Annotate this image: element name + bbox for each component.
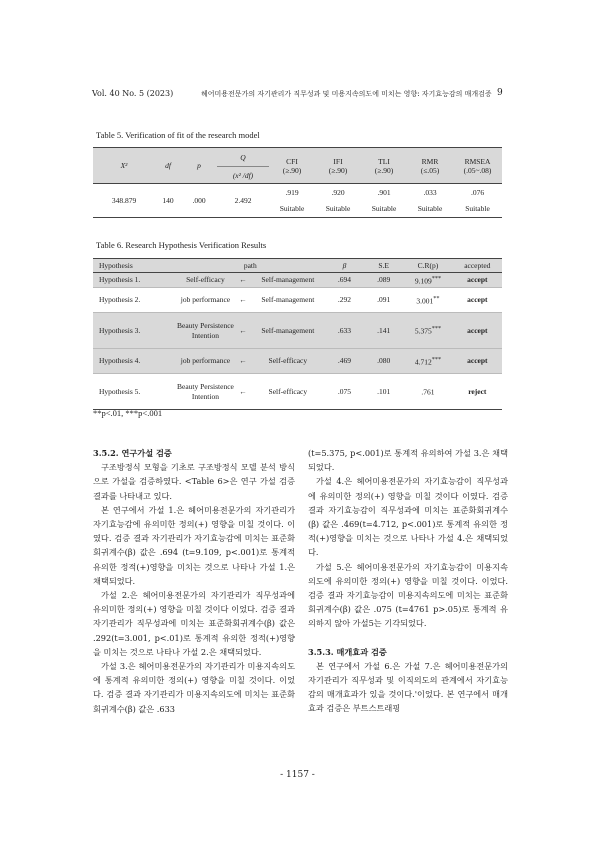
paragraph: 가설 3.은 헤어미용전문가의 자기관리가 미용지속의도에 통계적 유의미한 정의(+) 영향을 미칠 것이다. 이었다. 검증 결과 자기관리가 미용지속의도에 미치는 표준화회귀계수(β) 값은 .633 — [93, 661, 295, 714]
table5-header-rmsea: RMSEA (.05~.08) — [453, 148, 502, 184]
table6-cell-cr: 5.375*** — [403, 313, 452, 349]
table6-cell-to: Self-management — [251, 273, 325, 288]
table6-cell-accepted: accept — [453, 349, 502, 374]
running-header-volume: Vol. 40 No. 5 (2023) — [92, 89, 174, 98]
table6-header-beta: β — [325, 259, 364, 273]
section-heading-3-5-3: 3.5.3. 매개효과 검증 — [308, 646, 387, 657]
table6-cell-cr: 3.001** — [403, 288, 452, 313]
table-row — [93, 288, 502, 313]
table-row — [93, 374, 502, 410]
table6-cell-se: .080 — [364, 349, 403, 374]
paragraph: (t=5.375, p<.001)로 통계적 유의하여 가설 3.은 채택되었다. — [308, 448, 508, 473]
table5-cell-df: 140 — [155, 184, 181, 218]
table5-cell-tli-suitable: Suitable — [361, 200, 407, 218]
table5-cell-cfi: .919 — [269, 184, 315, 201]
table5-header-ifi: IFI (≥.90) — [315, 148, 361, 184]
table6-cell-beta: .075 — [325, 374, 364, 410]
table6-cell-accepted: accept — [453, 273, 502, 288]
table6-cell-se: .141 — [364, 313, 403, 349]
table6-footnote: **p<.01, ***p<.001 — [93, 408, 163, 418]
table5-cell-q: 2.492 — [217, 184, 269, 218]
table6-cell-hypothesis: Hypothesis 5. — [93, 374, 176, 410]
paragraph: 본 연구에서 가설 1.은 헤어미용전문가의 자기관리가 자기효능감에 유의미한 정의(+) 영향을 미칠 것이다. 이였다. 검증 결과 자기관리가 자기효능감에 미치는 표준화회귀계수(β) 값은 .694 (t=9.109, p<.001)로 통계적 유의한 정적(+)영향을 미치는 것으로 나타나 가설 1.은 채택되었다. — [93, 504, 295, 586]
paragraph: 가설 5.은 헤어미용전문가의 자기효능감이 미용지속의도에 유의미한 정의(+) 영향을 미칠 것이다. 이었다. 검증 결과 자기효능감이 미용지속의도에 미치는 표준화회귀계수(β) 값은 .075 (t=4761 p>.05)로 통계적 유의하지 않아 가설5는 기각되었다. — [308, 561, 508, 629]
table-row — [93, 349, 502, 374]
table-row — [93, 273, 502, 288]
table6-cell-to: Self-management — [251, 313, 325, 349]
table6-cell-from: job performance — [176, 349, 235, 374]
table6-cell-se: .091 — [364, 288, 403, 313]
table5-cell-rmr: .033 — [407, 184, 453, 201]
table5-header-cfi: CFI (≥.90) — [269, 148, 315, 184]
table5-header-df: df — [155, 148, 181, 184]
table5-cell-p: .000 — [181, 184, 217, 218]
paragraph: 가설 4.은 헤어미용전문가의 자기효능감이 직무성과에 유의미한 정의(+) 영향을 미칠 것이다 이였다. 검증 결과 자기효능감이 직무성과에 미치는 표준화회귀계수(β) 값은 .469(t=4.712, p<.001)로 통계적 유의한 정적(+)영향을 미치는 것으로 나타나 가설 4.은 채택되었다. — [308, 476, 508, 558]
table5-cell-cfi-suitable: Suitable — [269, 200, 315, 218]
table6-cell-to: Self-efficacy — [251, 349, 325, 374]
running-header-page: 9 — [497, 88, 503, 98]
table6-cell-arrow: ← — [235, 288, 251, 313]
body-column-left — [93, 446, 295, 716]
running-header-title: 헤어미용전문가의 자기관리가 직무성과 및 미용지속의도에 미치는 영향: 자기효능감의 매개검증 — [201, 90, 492, 98]
table6-cell-cr: 9.109*** — [403, 273, 452, 288]
table6-cell-beta: .292 — [325, 288, 364, 313]
table5-header-chi: X² — [93, 148, 155, 184]
table6-header-accepted: accepted — [453, 259, 502, 273]
paragraph: 가설 2.은 헤어미용전문가의 자기관리가 직무성과에 유의미한 정의(+) 영향을 미칠 것이다 이었다. 검증 결과 자기관리가 직무성과에 미치는 표준화회귀계수(β) 값은 .292(t=3.001, p<.01)로 통계적 유의한 정적(+)영향을 미치는 것으로 나타나 가설 2.은 채택되었다. — [93, 590, 295, 657]
table6-cell-arrow: ← — [235, 313, 251, 349]
table6-cell-hypothesis: Hypothesis 4. — [93, 349, 176, 374]
table6-header-path: path — [176, 259, 325, 273]
table6-cell-accepted: accept — [453, 288, 502, 313]
table6-cell-beta: .469 — [325, 349, 364, 374]
table6-cell-from: Beauty Persistence Intention — [176, 313, 235, 349]
table5-cell-chi: 348.879 — [93, 184, 155, 218]
table6-cell-to: Self-efficacy — [251, 374, 325, 410]
table6-cell-se: .089 — [364, 273, 403, 288]
table6-cell-beta: .633 — [325, 313, 364, 349]
table6-caption: Table 6. Research Hypothesis Verification Results — [96, 240, 267, 250]
table6-header-hypothesis: Hypothesis — [93, 259, 176, 273]
section-heading-3-5-2: 3.5.2. 연구가설 검증 — [93, 448, 172, 458]
table5-header-tli: TLI (≥.90) — [361, 148, 407, 184]
table5-header-q-formula: (x² /df) — [217, 167, 269, 184]
table6-cell-beta: .694 — [325, 273, 364, 288]
table6-cell-hypothesis: Hypothesis 2. — [93, 288, 176, 313]
table5-caption: Table 5. Verification of fit of the research model — [96, 130, 260, 140]
table6-cell-hypothesis: Hypothesis 1. — [93, 273, 176, 288]
table5-cell-rmsea-suitable: Suitable — [453, 200, 502, 218]
paragraph: 구조방정식 모형을 기초로 구조방정식 모델 분석 방식으로 가설을 검증하였다. <Table 6>은 연구 가설 검증 결과를 나타내고 있다. — [93, 462, 295, 501]
table6-cell-from: Beauty Persistence Intention — [176, 374, 235, 410]
table5-header-q: Q — [217, 148, 269, 167]
table6-header-cr: C.R(p) — [403, 259, 452, 273]
table6-cell-accepted: reject — [453, 374, 502, 410]
table6-cell-hypothesis: Hypothesis 3. — [93, 313, 176, 349]
table5-header-rmr: RMR (≤.05) — [407, 148, 453, 184]
table5-header-p: p — [181, 148, 217, 184]
table6-cell-arrow: ← — [235, 374, 251, 410]
table6-cell-cr: 4.712*** — [403, 349, 452, 374]
table6-cell-se: .101 — [364, 374, 403, 410]
table6-header-se: S.E — [364, 259, 403, 273]
table6-cell-from: job performance — [176, 288, 235, 313]
table5-cell-rmr-suitable: Suitable — [407, 200, 453, 218]
table6-cell-arrow: ← — [235, 273, 251, 288]
table6-cell-arrow: ← — [235, 349, 251, 374]
table6 — [93, 258, 502, 410]
table5-cell-ifi-suitable: Suitable — [315, 200, 361, 218]
body-column-right — [308, 446, 508, 716]
table6-cell-accepted: accept — [453, 313, 502, 349]
table6-cell-to: Self-management — [251, 288, 325, 313]
paragraph: 본 연구에서 가설 6.은 가설 7.은 헤어미용전문가의 자기관리가 직무성과 및 이직의도의 관계에서 자기효능감의 매개효과가 있을 것이다.'이었다. 본 연구에서 매개효과 검증은 부트스트래핑 — [308, 660, 508, 714]
table6-cell-from: Self-efficacy — [176, 273, 235, 288]
table5-cell-rmsea: .076 — [453, 184, 502, 201]
table5-cell-tli: .901 — [361, 184, 407, 201]
table5-cell-ifi: .920 — [315, 184, 361, 201]
table5 — [93, 147, 502, 218]
table-row — [93, 313, 502, 349]
table6-cell-cr: .761 — [403, 374, 452, 410]
page-number: - 1157 - — [280, 770, 315, 780]
